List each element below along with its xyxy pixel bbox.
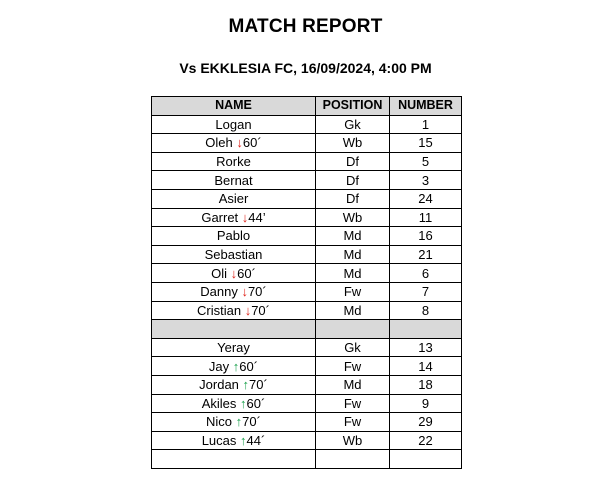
substitution-minute: 60´ [246, 395, 266, 411]
separator-cell [390, 320, 462, 339]
player-name: Rorke [216, 154, 251, 170]
player-number-cell: 1 [390, 115, 462, 134]
starter-row [152, 171, 462, 190]
substitution-minute: 60´ [237, 265, 256, 281]
starter-row [152, 208, 462, 227]
starter-row [152, 282, 462, 301]
starter-row [152, 152, 462, 171]
substitute-row [152, 394, 462, 413]
player-position-cell: Md [316, 227, 390, 246]
substitution-minute: 70´ [249, 377, 268, 393]
player-position-cell: Md [316, 375, 390, 394]
player-name-cell [152, 171, 316, 190]
player-number-cell: 21 [390, 245, 462, 264]
player-number-cell: 7 [390, 282, 462, 301]
player-position-cell: Md [316, 301, 390, 320]
player-name-cell [152, 394, 316, 413]
player-name: Sebastian [204, 247, 263, 263]
player-name-cell [152, 357, 316, 376]
player-name: Bernat [214, 172, 253, 188]
lineup-table [151, 96, 462, 469]
separator-cell [152, 320, 316, 339]
player-position-cell: Wb [316, 431, 390, 450]
player-name-cell [152, 413, 316, 432]
sub-out-arrow-icon: ↓ [236, 135, 243, 151]
substitution-minute: 44’ [248, 209, 266, 225]
substitute-row [152, 357, 462, 376]
player-name-cell [152, 264, 316, 283]
player-name: Danny [200, 284, 238, 300]
player-name: Jordan [199, 377, 239, 393]
bench-separator-row [152, 320, 462, 339]
player-position-cell: Df [316, 171, 390, 190]
substitute-row [152, 338, 462, 357]
starter-row [152, 245, 462, 264]
player-name: Nico [206, 414, 233, 430]
player-position-cell: Md [316, 245, 390, 264]
empty-cell [152, 450, 316, 469]
player-name: Pablo [216, 228, 251, 244]
player-name-cell [152, 208, 316, 227]
starter-row [152, 301, 462, 320]
player-name: Cristian [197, 302, 242, 318]
player-position-cell: Fw [316, 394, 390, 413]
sub-in-arrow-icon: ↑ [242, 377, 250, 393]
player-name-cell [152, 134, 316, 153]
player-number-cell: 14 [390, 357, 462, 376]
player-name-cell [152, 282, 316, 301]
player-name: Logan [215, 116, 252, 132]
sub-out-arrow-icon: ↓ [241, 209, 249, 225]
player-number-cell: 29 [390, 413, 462, 432]
player-position-cell: Df [316, 189, 390, 208]
column-header-name: NAME [152, 97, 316, 116]
player-number-cell: 8 [390, 301, 462, 320]
player-name-cell [152, 245, 316, 264]
player-number-cell: 22 [390, 431, 462, 450]
empty-row [152, 450, 462, 469]
sub-out-arrow-icon: ↓ [230, 265, 238, 281]
player-name: Oli [211, 265, 227, 281]
player-number-cell: 6 [390, 264, 462, 283]
substitute-row [152, 375, 462, 394]
substitution-minute: 70´ [247, 284, 267, 300]
empty-cell [390, 450, 462, 469]
player-number-cell: 3 [390, 171, 462, 190]
player-position-cell: Wb [316, 134, 390, 153]
sub-in-arrow-icon: ↑ [232, 358, 240, 374]
player-name-cell [152, 152, 316, 171]
substitute-row [152, 431, 462, 450]
separator-cell [316, 320, 390, 339]
starter-row [152, 264, 462, 283]
match-subtitle: Vs EKKLESIA FC, 16/09/2024, 4:00 PM [179, 60, 432, 76]
player-name: Asier [218, 191, 249, 207]
substitution-minute: 70´ [251, 302, 270, 318]
player-name-cell [152, 375, 316, 394]
column-header-position: POSITION [316, 97, 390, 116]
substitute-row [152, 413, 462, 432]
player-name: Lucas [201, 432, 237, 448]
starter-row [152, 227, 462, 246]
player-name: Akiles [201, 395, 237, 411]
column-header-number: NUMBER [390, 97, 462, 116]
sub-in-arrow-icon: ↑ [240, 395, 247, 411]
player-name-cell [152, 338, 316, 357]
player-name-cell [152, 301, 316, 320]
substitution-minute: 44´ [246, 432, 266, 448]
player-name-cell [152, 189, 316, 208]
substitution-minute: 70´ [242, 414, 261, 430]
player-number-cell: 16 [390, 227, 462, 246]
player-position-cell: Fw [316, 357, 390, 376]
player-name: Oleh [205, 135, 233, 151]
player-position-cell: Df [316, 152, 390, 171]
player-number-cell: 18 [390, 375, 462, 394]
player-number-cell: 5 [390, 152, 462, 171]
substitution-minute: 60´ [239, 358, 259, 374]
player-number-cell: 9 [390, 394, 462, 413]
player-position-cell: Md [316, 264, 390, 283]
player-name-cell [152, 227, 316, 246]
starter-row [152, 134, 462, 153]
report-title: MATCH REPORT [228, 16, 383, 37]
player-position-cell: Gk [316, 338, 390, 357]
player-name-cell [152, 115, 316, 134]
table-header-row [152, 97, 462, 116]
substitution-minute: 60´ [242, 135, 262, 151]
player-position-cell: Gk [316, 115, 390, 134]
player-name: Yeray [217, 340, 250, 356]
player-name-cell [152, 431, 316, 450]
player-position-cell: Fw [316, 282, 390, 301]
sub-out-arrow-icon: ↓ [244, 302, 252, 318]
player-number-cell: 11 [390, 208, 462, 227]
empty-cell [316, 450, 390, 469]
player-number-cell: 15 [390, 134, 462, 153]
sub-in-arrow-icon: ↑ [240, 432, 247, 448]
sub-in-arrow-icon: ↑ [235, 414, 243, 430]
player-position-cell: Wb [316, 208, 390, 227]
player-position-cell: Fw [316, 413, 390, 432]
player-number-cell: 24 [390, 189, 462, 208]
starter-row [152, 115, 462, 134]
lineup-table-body [152, 115, 462, 468]
sub-out-arrow-icon: ↓ [241, 284, 248, 300]
player-number-cell: 13 [390, 338, 462, 357]
player-name: Garret [201, 209, 239, 225]
starter-row [152, 189, 462, 208]
player-name: Jay [208, 358, 230, 374]
